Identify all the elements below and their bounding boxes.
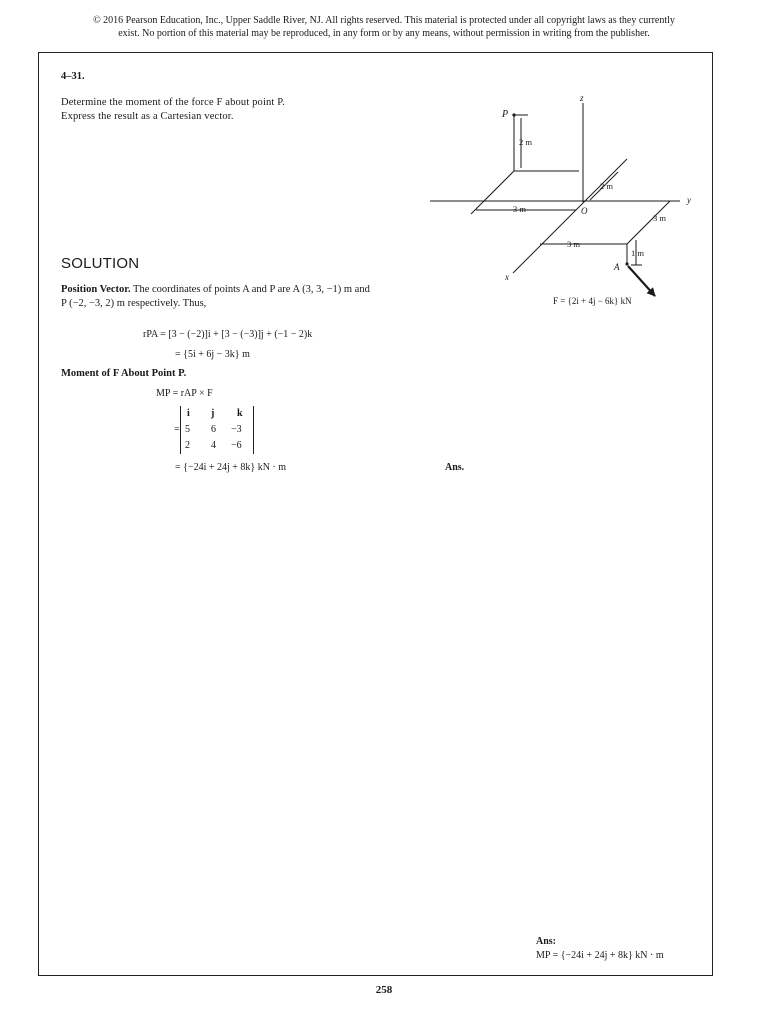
- det-cell: i: [187, 408, 190, 419]
- position-vector-line-1: The coordinates of points A and P are A (3, 3, −1) m and: [130, 284, 370, 295]
- label-y: y: [687, 195, 691, 205]
- x-axis: [513, 159, 627, 273]
- det-cell: 4: [211, 440, 216, 451]
- copyright-line-2: exist. No portion of this material may be reproduced, in any form or by any means, without permission in writing from the publisher.: [118, 28, 650, 39]
- r-equation-line-1: rPA = [3 − (−2)]i + [3 − (−3)]j + (−1 − 2)k: [143, 329, 313, 340]
- det-cell: −6: [231, 440, 242, 451]
- ans-mark: Ans.: [445, 462, 465, 473]
- copyright-line-1: © 2016 Pearson Education, Inc., Upper Saddle River, NJ. All rights reserved. This material is protected under all copyright laws as they currently: [93, 15, 675, 26]
- label-o: O: [581, 206, 588, 216]
- position-vector-lead: Position Vector.: [61, 284, 131, 295]
- force-arrow: [628, 266, 655, 296]
- problem-statement-line-1: Determine the moment of the force F about point P.: [61, 97, 285, 108]
- point-p-marker: [512, 113, 515, 116]
- moment-heading: Moment of F About Point P.: [61, 368, 187, 379]
- dim-label-1m: 1 m: [631, 248, 644, 258]
- label-p: P: [502, 109, 509, 120]
- dim-label-3m-left: 3 m: [513, 204, 526, 214]
- answer-expression: MP = {−24i + 24j + 8k} kN · m: [536, 950, 664, 961]
- det-cell: 5: [185, 424, 190, 435]
- dim-label-2m-diag: 2 m: [600, 181, 613, 191]
- solution-heading: SOLUTION: [61, 255, 140, 272]
- dim-label-3m-lower: 3 m: [567, 239, 580, 249]
- position-vector-line-2: P (−2, −3, 2) m respectively. Thus,: [61, 298, 207, 309]
- result-equation: = {−24i + 24j + 8k} kN · m: [175, 462, 287, 473]
- det-cell: j: [211, 408, 215, 419]
- problem-number: 4–31.: [61, 71, 85, 82]
- label-z: z: [580, 93, 584, 103]
- moment-equation: MP = rAP × F: [156, 388, 213, 399]
- page-number: 258: [375, 984, 393, 996]
- determinant-equals: =: [174, 424, 180, 435]
- dim-label-3m-diag: 3 m: [653, 213, 666, 223]
- point-a-marker: [625, 262, 628, 265]
- answer-label: Ans:: [536, 936, 557, 947]
- det-cell: 2: [185, 440, 190, 451]
- det-cell: k: [237, 408, 243, 419]
- det-cell: −3: [231, 424, 242, 435]
- problem-statement-line-2: Express the result as a Cartesian vector.: [61, 111, 234, 122]
- force-label: F = {2i + 4j − 6k} kN: [553, 296, 632, 306]
- label-x: x: [505, 272, 509, 282]
- r-equation-line-2: = {5i + 6j − 3k} m: [175, 349, 250, 360]
- label-a: A: [614, 262, 620, 272]
- p-diag-line: [471, 171, 514, 214]
- dim-label-2m-vertical: 2 m: [519, 137, 532, 147]
- det-cell: 6: [211, 424, 216, 435]
